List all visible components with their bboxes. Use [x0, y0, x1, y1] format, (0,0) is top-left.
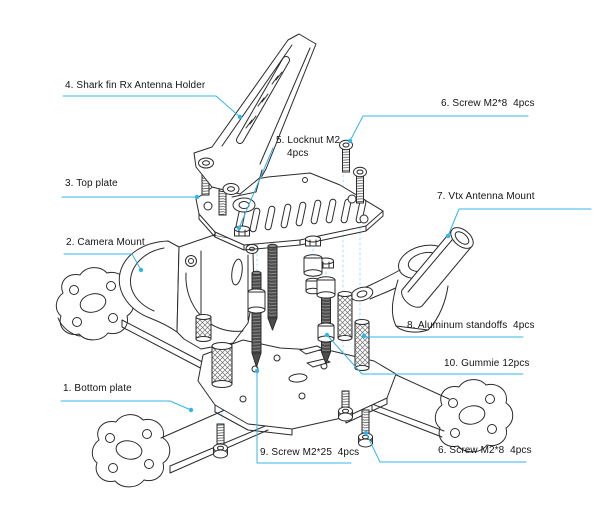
screw-bottom-left	[214, 424, 228, 458]
standoff-left-drawing	[212, 343, 232, 388]
leader-shark-fin	[63, 96, 240, 117]
label-bottom-plate: 1. Bottom plate	[63, 383, 132, 394]
gummie-target	[318, 323, 334, 342]
shark-fin-holder-drawing	[194, 34, 316, 197]
screw-m2x25-rod-2	[268, 244, 277, 330]
locknut-1	[235, 226, 250, 236]
leader-standoffs	[364, 336, 523, 337]
leader-bottom-plate	[61, 401, 191, 410]
screw-m2x25-rod	[252, 271, 261, 367]
label-screw-m2x25: 9. Screw M2*25 4pcs	[260, 447, 360, 458]
label-locknut-line1: 5. Locknut M2	[276, 135, 341, 146]
label-screw-m2x8-bottom: 6. Screw M2*8 4pcs	[438, 445, 532, 456]
aluminum-standoff-b	[355, 320, 369, 371]
label-screw-m2x8-top: 6. Screw M2*8 4pcs	[441, 98, 535, 109]
leader-vtx-mount	[448, 209, 591, 236]
label-top-plate: 3. Top plate	[65, 178, 118, 189]
label-shark-fin-holder: 4. Shark fin Rx Antenna Holder	[65, 80, 206, 91]
label-aluminum-standoffs: 8. Aluminum standoffs 4pcs	[407, 320, 535, 331]
leader-screw-top	[350, 116, 528, 141]
vtx-antenna-mount-drawing	[350, 224, 477, 333]
label-camera-mount: 2. Camera Mount	[66, 237, 145, 248]
locknut-2	[306, 236, 321, 246]
label-vtx-antenna-mount: 7. Vtx Antenna Mount	[437, 191, 535, 202]
label-gummie: 10. Gummie 12pcs	[444, 358, 530, 369]
screw-m2x8-top-target	[340, 140, 353, 172]
label-locknut-line2: 4pcs	[287, 148, 309, 159]
aluminum-standoff-a	[338, 292, 352, 341]
